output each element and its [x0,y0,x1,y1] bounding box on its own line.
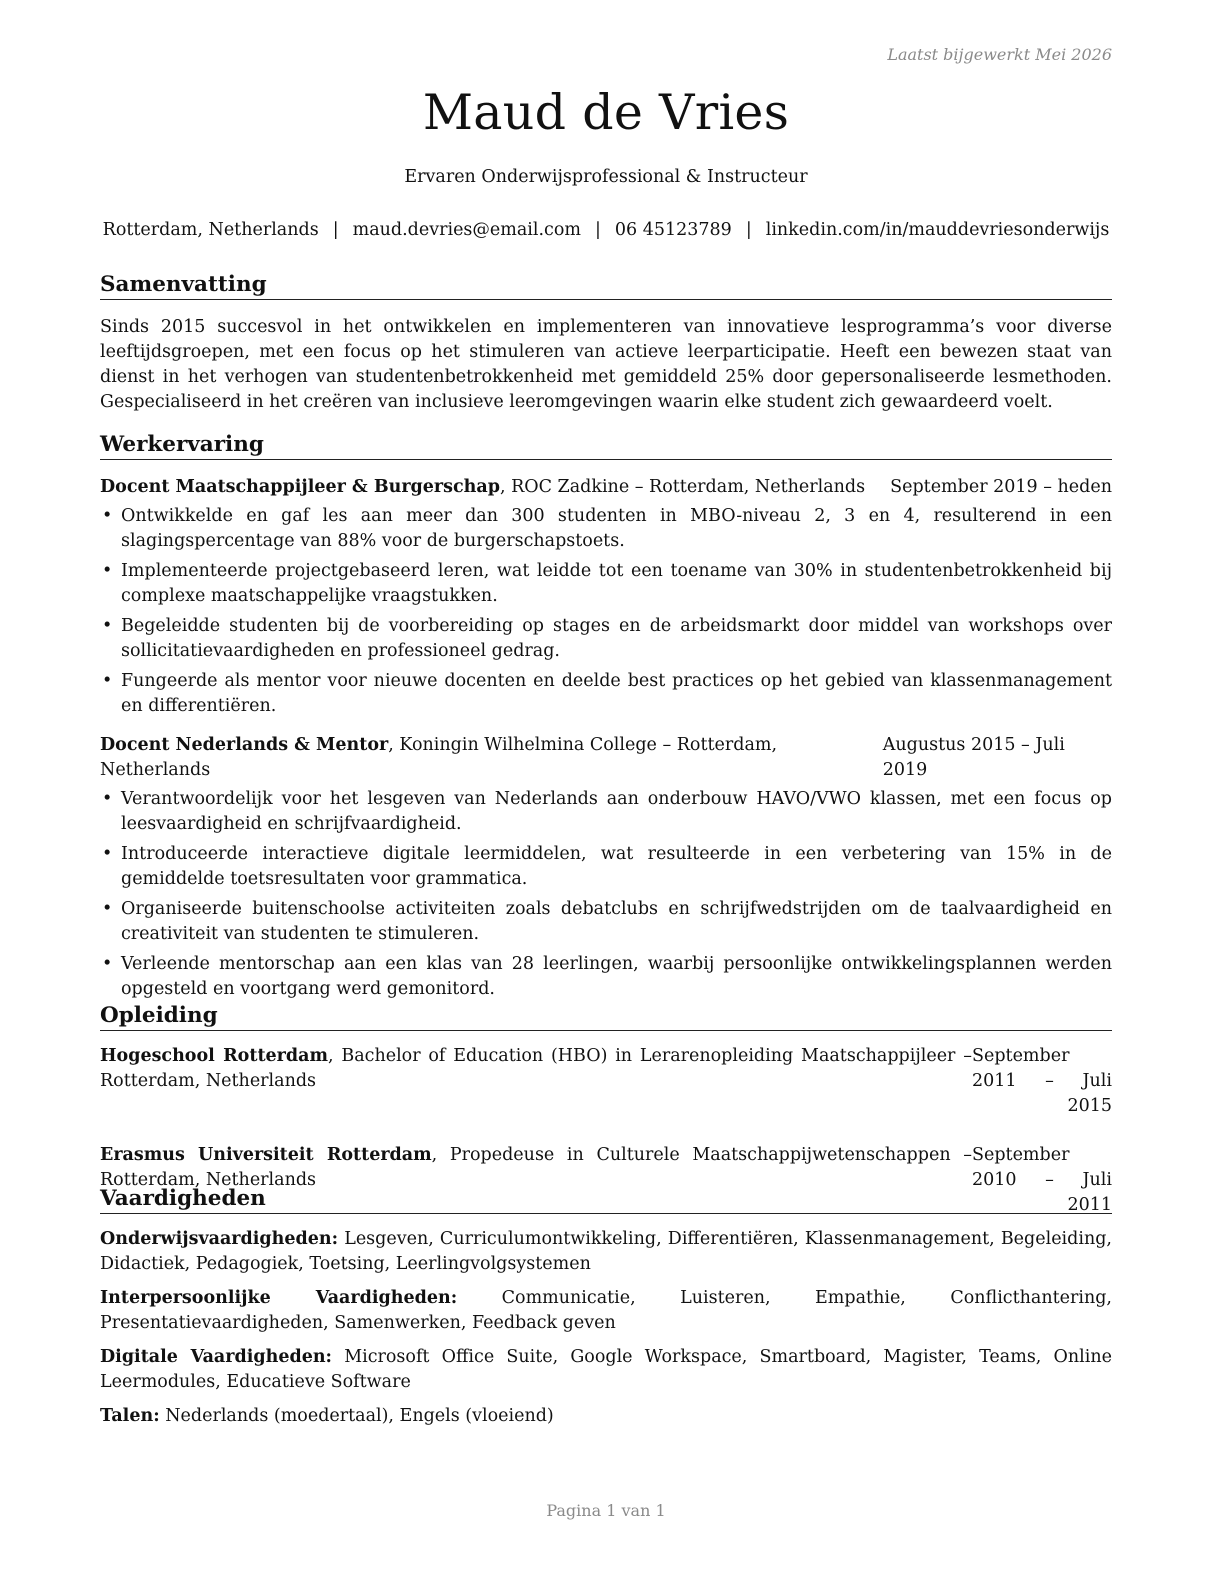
contact-email[interactable]: maud.devries@email.com [352,220,581,240]
education-detail: , Bachelor of Education (HBO) in Lerarenopleiding Maatschappijleer – Rotterdam, Netherlands [100,1046,972,1091]
bullet-icon: • [102,789,113,809]
section-title-experience: Werkervaring [100,432,1112,460]
skill-value: Nederlands (moedertaal), Engels (vloeiend) [165,1406,554,1426]
resume-page [100,0,1112,1584]
skill-value: Lesgeven, Curriculumontwikkeling, Differentiëren, Klassenmanagement, Begeleiding, Didactiek, Pedagogiek, Toetsing, Leerlingvolgsystemen [100,1229,1112,1274]
candidate-name: Maud de Vries [422,84,790,141]
job-dates: Augustus 2015 – Juli 2019 [882,735,1065,780]
education-description [100,1044,972,1119]
candidate-subtitle: Ervaren Onderwijsprofessional & Instructeur [404,167,808,187]
skill-group [100,1227,1112,1277]
education-school: Hogeschool Rotterdam [100,1046,328,1066]
job-title-line [100,475,865,500]
contact-separator: | [595,220,601,240]
job-title-line [100,733,883,783]
bullet-icon: • [102,954,113,974]
contact-separator: | [332,220,339,240]
bullet-text: Verleende mentorschap aan een klas van 28 leerlingen, waarbij persoonlijke ontwikkelingsplannen werden opgesteld en voortgang werd gemonitord. [121,954,1112,999]
section-title-summary: Samenvatting [100,272,1112,300]
last-updated: Laatst bijgewerkt Mei 2026 [887,45,1112,64]
bullet-icon: • [102,671,113,691]
bullet-text: Organiseerde buitenschoolse activiteiten zoals debatclubs en schrijfwedstrijden om de taalvaardigheid en creativiteit van studenten te stimuleren. [121,899,1112,944]
skill-group [100,1286,1112,1336]
skill-value: Microsoft Office Suite, Google Workspace, Smartboard, Magister, Teams, Online Leermodules, Educatieve Software [100,1347,1112,1392]
contact-line [100,220,1112,240]
bullet-text: Introduceerde interactieve digitale leermiddelen, wat resulteerde in een verbetering van 15% in de gemiddelde toetsresultaten voor grammatica. [121,844,1112,889]
section-title-skills: Vaardigheden [100,1186,1112,1214]
experience-section [100,432,1112,1007]
bullet-text: Fungeerde als mentor voor nieuwe docenten en deelde best practices op het gebied van klassenmanagement en differentiëren. [121,671,1112,716]
job-role: Docent Maatschappijleer & Burgerschap [100,477,500,497]
bullet-text: Begeleidde studenten bij de voorbereiding op stages en de arbeidsmarkt door middel van workshops over sollicitatievaardigheden en professioneel gedrag. [121,616,1112,661]
job-bullet [100,952,1112,1002]
job-bullet [100,559,1112,609]
contact-phone[interactable]: 06 45123789 [614,220,732,240]
job-header [100,475,1112,500]
job-bullet [100,614,1112,664]
skill-value: Communicatie, Luisteren, Empathie, Conflicthantering, Presentatievaardigheden, Samenwerken, Feedback geven [100,1288,1112,1333]
contact-linkedin[interactable]: linkedin.com/in/mauddevriesonderwijs [765,220,1110,240]
summary-section [100,272,1112,415]
section-title-education: Opleiding [100,1003,1112,1031]
skill-group [100,1345,1112,1395]
bullet-icon: • [102,899,113,919]
job-org: , Koningin Wilhelmina College – Rotterdam, Netherlands [100,735,778,780]
job-entry [100,475,1112,719]
job-org: , ROC Zadkine – Rotterdam, Netherlands [499,477,866,497]
job-header [100,733,1112,783]
job-entry [100,733,1112,1002]
job-role: Docent Nederlands & Mentor [100,735,389,755]
job-dates: September 2019 – heden [890,477,1112,497]
job-bullets [100,787,1112,1002]
job-bullet [100,669,1112,719]
skill-label: Onderwijsvaardigheden: [100,1229,339,1249]
education-entry [100,1044,1112,1119]
skills-section [100,1186,1112,1429]
job-bullet [100,842,1112,892]
job-bullet [100,787,1112,837]
skill-label: Digitale Vaardigheden: [100,1347,333,1367]
bullet-text: Implementeerde projectgebaseerd leren, wat leidde tot een toename van 30% in studentenbetrokkenheid bij complexe maatschappelijke vraagstukken. [121,561,1112,606]
bullet-icon: • [102,506,113,526]
job-bullet [100,897,1112,947]
education-dates: September 2011 – Juli 2015 [972,1046,1112,1116]
education-dates: September 2010 – Juli 2011 [972,1145,1112,1215]
page-number: Pagina 1 van 1 [546,1501,666,1520]
summary-text: Sinds 2015 succesvol in het ontwikkelen en implementeren van innovatieve lesprogramma’s voor diverse leeftijdsgroepen, met een focus op het stimuleren van actieve leerparticipatie. Heeft een bewezen staat van dienst in het verhogen van studentenbetrokkenheid met gemiddeld 25% door gepersonaliseerde lesmethoden. Gespecialiseerd in het creëren van inclusieve leeromgevingen waarin elke student zich gewaardeerd voelt. [100,317,1112,412]
skill-label: Talen: [100,1406,160,1426]
bullet-text: Verantwoordelijk voor het lesgeven van Nederlands aan onderbouw HAVO/VWO klassen, met een focus op leesvaardigheid en schrijfvaardigheid. [121,789,1112,834]
job-bullet [100,504,1112,554]
skill-group [100,1404,1112,1429]
bullet-icon: • [102,616,113,636]
job-bullets [100,504,1112,719]
bullet-icon: • [102,844,113,864]
contact-location: Rotterdam, Netherlands [102,220,319,240]
skill-label: Interpersoonlijke Vaardigheden: [100,1288,458,1308]
education-school: Erasmus Universiteit Rotterdam [100,1145,432,1165]
bullet-icon: • [102,561,113,581]
education-detail: , Propedeuse in Culturele Maatschappijwetenschappen – Rotterdam, Netherlands [100,1145,972,1190]
contact-separator: | [745,220,752,240]
bullet-text: Ontwikkelde en gaf les aan meer dan 300 studenten in MBO-niveau 2, 3 en 4, resulterend in een slagingspercentage van 88% voor de burgerschapstoets. [121,506,1112,551]
